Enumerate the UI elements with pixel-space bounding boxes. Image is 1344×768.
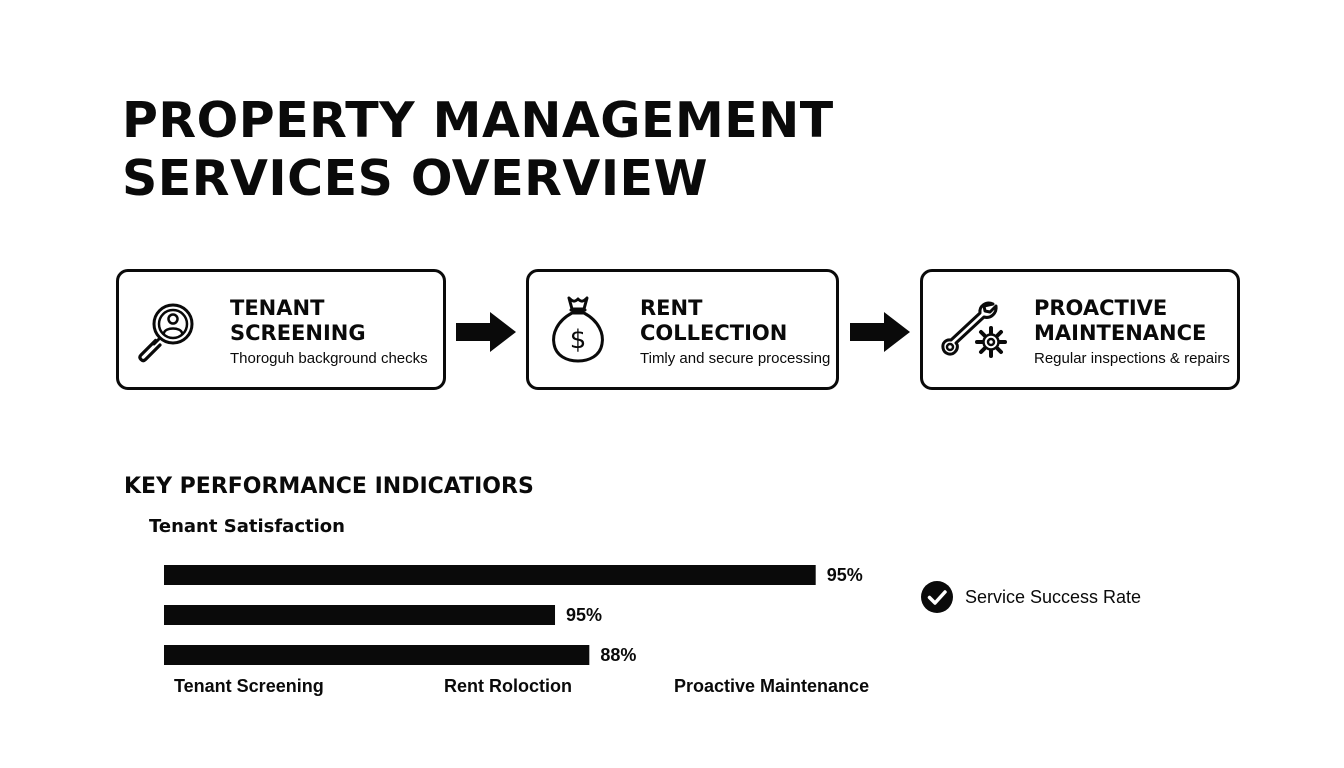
service-card-title-line-2: SCREENING <box>230 321 366 345</box>
service-card-description: Thoroguh background checks <box>230 350 428 367</box>
arrow-right-icon <box>456 310 516 354</box>
kpi-heading: KEY PERFORMANCE INDICATIORS <box>124 474 534 499</box>
kpi-bar <box>164 645 589 665</box>
service-card-title-line-1: RENT <box>640 296 703 320</box>
magnifier-person-icon <box>133 294 203 364</box>
service-card-description: Regular inspections & repairs <box>1034 350 1230 367</box>
kpi-category-label: Proactive Maintenance <box>674 676 870 696</box>
page-title-line-2: SERVICES OVERVIEW <box>122 150 709 207</box>
kpi-bar <box>164 605 555 625</box>
money-bag-icon <box>543 294 613 364</box>
service-card-title-line-1: TENANT <box>230 296 325 320</box>
kpi-category-label: Tenant Screening <box>174 676 324 696</box>
kpi-category-label: Rent Roloction <box>444 676 572 696</box>
legend <box>920 580 1141 614</box>
kpi-bar-chart <box>150 556 910 706</box>
kpi-bar <box>164 565 816 585</box>
service-card-tenant-screening <box>116 269 446 390</box>
kpi-bar-value-label: 95% <box>566 605 603 625</box>
wrench-gear-icon <box>937 294 1007 364</box>
service-card-rent-collection <box>526 269 839 390</box>
legend-label: Service Success Rate <box>965 587 1142 607</box>
kpi-bar-value-label: 95% <box>826 565 863 585</box>
service-card-title <box>230 296 366 346</box>
kpi-bar-chart-svg <box>150 556 910 706</box>
service-card-title-line-1: PROACTIVE <box>1034 296 1168 320</box>
service-card-title <box>1034 296 1206 346</box>
service-card-proactive-maintenance <box>920 269 1240 390</box>
arrow-right-icon <box>850 310 910 354</box>
kpi-bar-value-label: 88% <box>600 645 637 665</box>
svg-text:$: $ <box>569 325 587 355</box>
service-card-description: Timly and secure processing <box>640 350 831 367</box>
checkmark-circle-icon <box>920 580 954 614</box>
service-card-title <box>640 296 787 346</box>
service-card-title-line-2: COLLECTION <box>640 321 788 345</box>
service-card-title-line-2: MAINTENANCE <box>1034 321 1207 345</box>
page-title <box>122 92 834 208</box>
kpi-subheading: Tenant Satisfaction <box>149 516 345 537</box>
page-title-line-1: PROPERTY MANAGEMENT <box>122 92 834 149</box>
